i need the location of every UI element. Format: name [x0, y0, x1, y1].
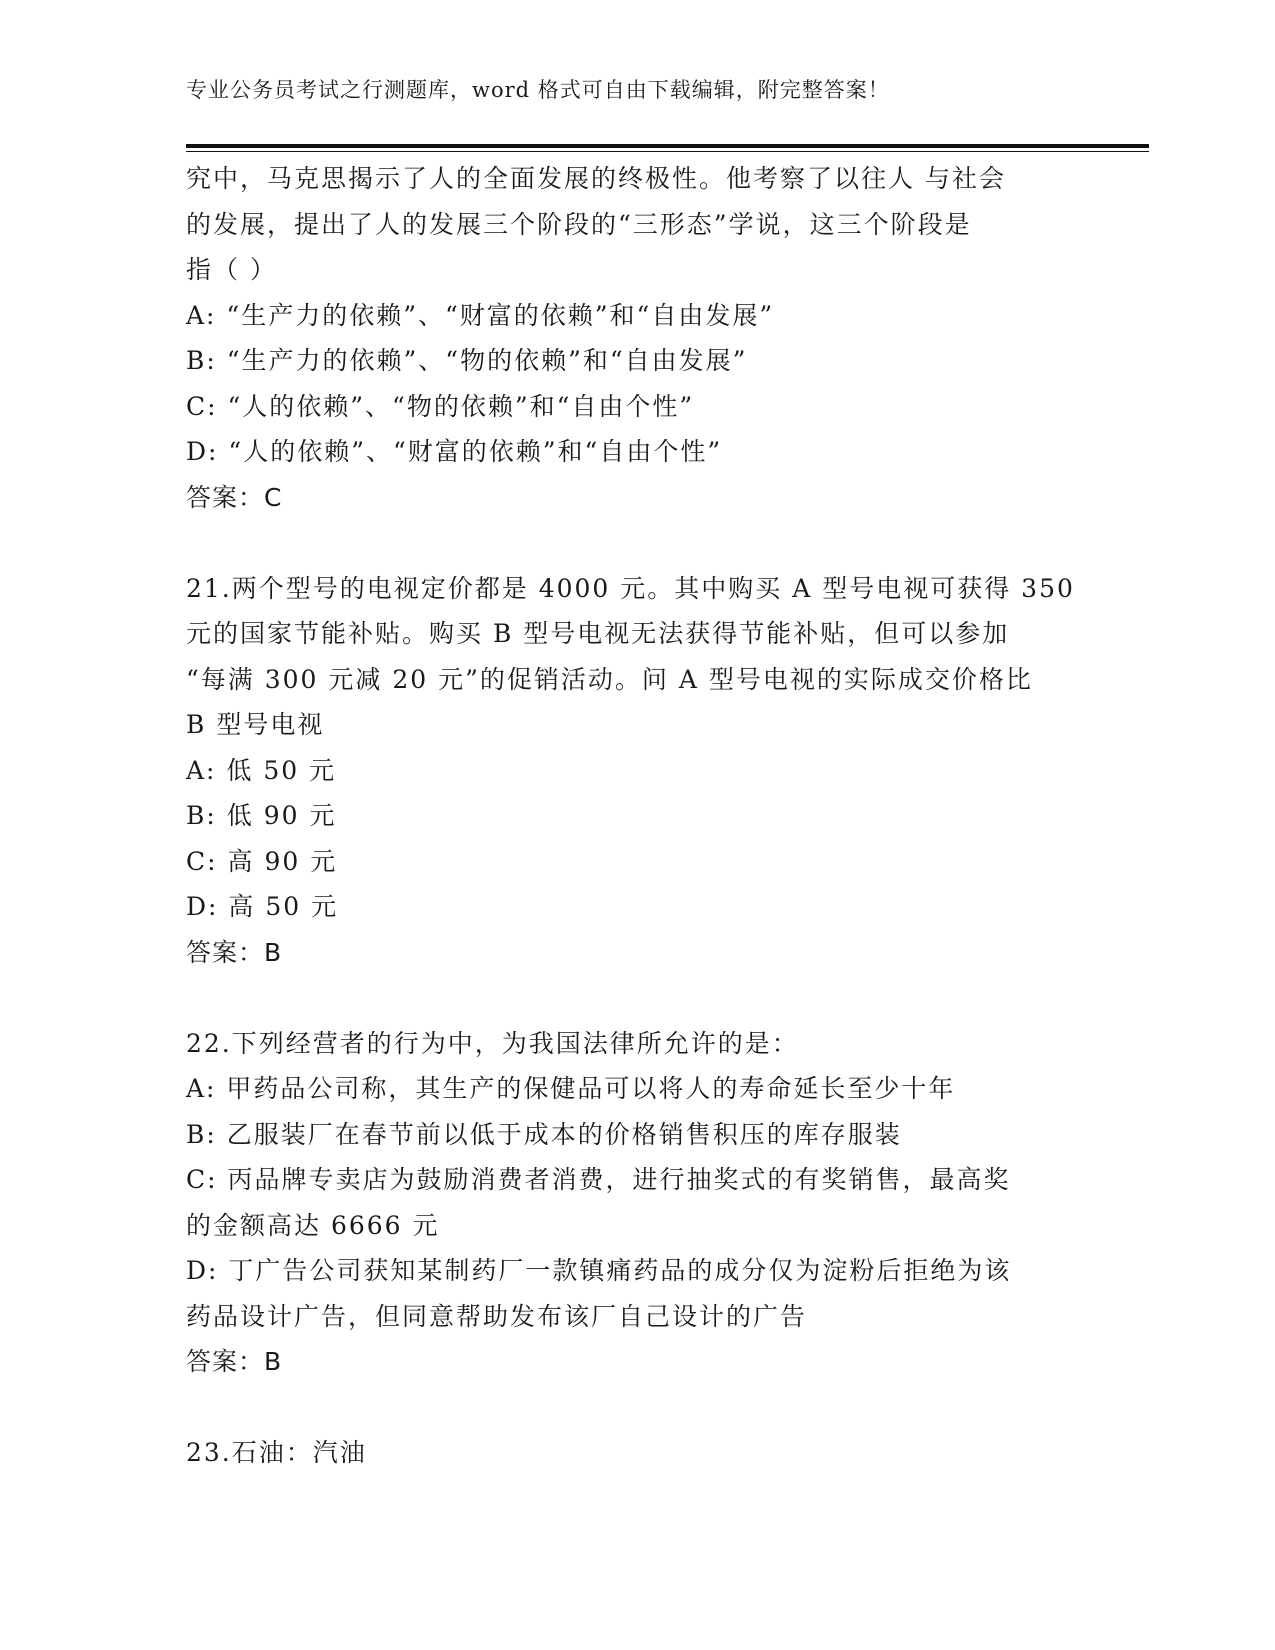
page-header: 专业公务员考试之行测题库，word 格式可自由下载编辑，附完整答案！: [186, 78, 890, 102]
header-rule-thick: [186, 144, 1149, 148]
question-spacer: [186, 520, 1106, 566]
question-spacer: [186, 975, 1106, 1021]
question-block: [186, 1430, 1106, 1476]
option-a: A: 低 50 元: [186, 755, 337, 785]
question-block: [186, 156, 1106, 520]
question-stem-line: 的发展，提出了人的发展三个阶段的“三形态”学说，这三个阶段是: [186, 209, 972, 239]
question-stem-line: 指（ ）: [186, 255, 277, 284]
question-stem-line: 23.石油：汽油: [186, 1438, 367, 1467]
option-c: C: 丙品牌专卖店为鼓励消费者消费，进行抽奖式的有奖销售，最高奖: [186, 1165, 1011, 1194]
question-stem-line: “每满 300 元减 20 元”的促销活动。问 A 型号电视的实际成交价格比: [186, 664, 1033, 694]
question-block: [186, 1021, 1106, 1385]
option-c: C: “人的依赖”、“物的依赖”和“自由个性”: [186, 391, 695, 421]
option-a: A: 甲药品公司称，其生产的保健品可以将人的寿命延长至少十年: [186, 1074, 956, 1103]
question-block: [186, 566, 1106, 976]
option-c-continued: 的金额高达 6666 元: [186, 1210, 440, 1240]
option-d: D: “人的依赖”、“财富的依赖”和“自由个性”: [186, 437, 723, 466]
option-a: A: “生产力的依赖”、“财富的依赖”和“自由发展”: [186, 300, 775, 330]
option-d: D: 丁广告公司获知某制药厂一款镇痛药品的成分仅为淀粉后拒绝为该: [186, 1256, 1012, 1285]
option-c: C: 高 90 元: [186, 846, 338, 876]
option-d: D: 高 50 元: [186, 892, 339, 921]
answer-line: 答案：B: [186, 937, 283, 967]
question-spacer: [186, 1385, 1106, 1431]
question-stem-line: B 型号电视: [186, 710, 325, 739]
answer-line: 答案：C: [186, 482, 283, 512]
option-b: B: 低 90 元: [186, 801, 337, 830]
header-rule-thin: [186, 151, 1149, 152]
question-stem-line: 究中，马克思揭示了人的全面发展的终极性。他考察了以往人 与社会: [186, 164, 1006, 193]
option-d-continued: 药品设计广告，但同意帮助发布该厂自己设计的广告: [186, 1301, 808, 1331]
option-b: B: “生产力的依赖”、“物的依赖”和“自由发展”: [186, 346, 748, 375]
question-stem-line: 22.下列经营者的行为中，为我国法律所允许的是：: [186, 1028, 799, 1058]
option-b: B: 乙服装厂在春节前以低于成本的价格销售积压的库存服装: [186, 1119, 902, 1149]
question-stem-line: 21.两个型号的电视定价都是 4000 元。其中购买 A 型号电视可获得 350: [186, 573, 1075, 603]
question-content: [186, 156, 1106, 1476]
question-stem-line: 元的国家节能补贴。购买 B 型号电视无法获得节能补贴，但可以参加: [186, 619, 1010, 648]
answer-line: 答案：B: [186, 1347, 283, 1376]
